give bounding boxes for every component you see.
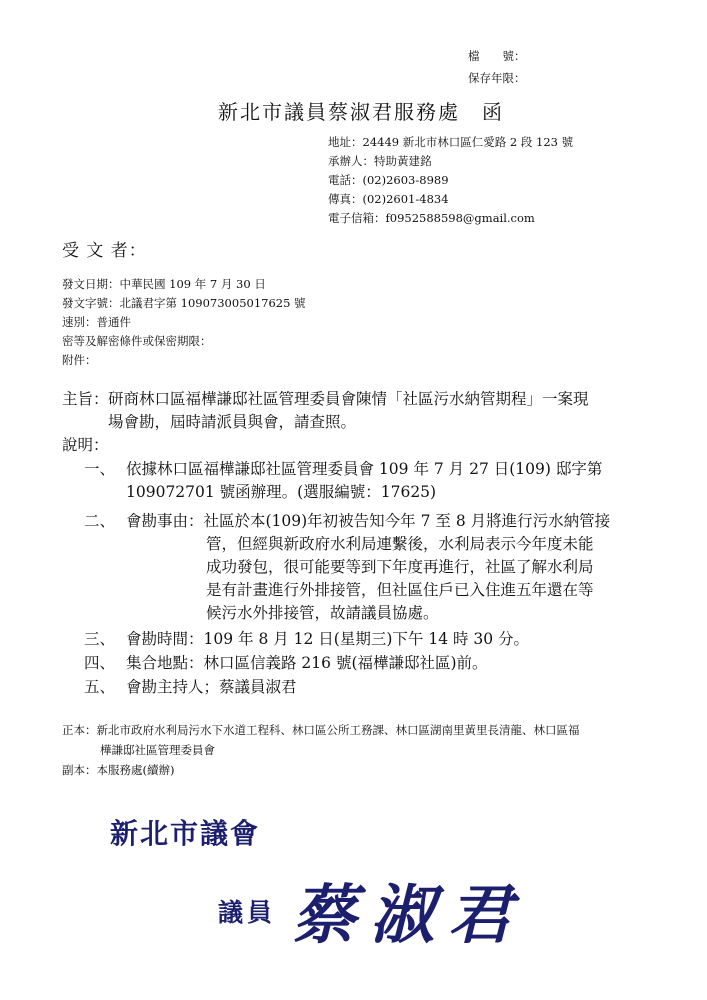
item-2-line-4: 是有計畫進行外排接管，但社區住戶已入住進五年還在等 bbox=[206, 581, 594, 599]
speed-class: 速別：普通件 bbox=[62, 315, 131, 329]
subject-line-2: 場會勘，屆時請派員與會，請查照。 bbox=[108, 413, 357, 431]
item-1-line-1: 依據林口區福樺謙邸社區管理委員會 109 年 7 月 27 日(109) 邸字第 bbox=[126, 460, 603, 478]
primary-recipients-line-1: 正本：新北市政府水利局污水下水道工程科、林口區公所工務課、林口區湖南里黃里長清龍、林口區福 bbox=[62, 723, 580, 737]
member-title-seal: 議員 bbox=[218, 898, 277, 927]
recipient-label: 受 文 者： bbox=[62, 241, 147, 261]
item-2-line-3: 成功發包，很可能要等到下年度再進行，社區了解水利局 bbox=[206, 558, 594, 576]
copy-recipients: 副本：本服務處(續辦) bbox=[62, 763, 175, 777]
file-number-label: 檔 號： bbox=[468, 49, 526, 63]
contact-fax: 傳真：(02)2601-4834 bbox=[328, 192, 449, 206]
item-2-line-1: 會勘事由：社區於本(109)年初被告知今年 7 至 8 月將進行污水納管接 bbox=[126, 512, 611, 530]
council-seal-text: 新北市議會 bbox=[110, 817, 261, 850]
retention-label: 保存年限： bbox=[468, 71, 526, 85]
contact-email: 電子信箱：f0952588598@gmail.com bbox=[328, 211, 535, 225]
contact-handler: 承辦人：特助黃建銘 bbox=[328, 154, 432, 168]
item-number-2: 二、 bbox=[84, 512, 116, 530]
attachment-label: 附件： bbox=[62, 353, 97, 367]
secrecy-class: 密等及解密條件或保密期限： bbox=[62, 334, 212, 348]
subject-label: 主旨： bbox=[62, 390, 109, 408]
reference-number: 發文字號：北議君字第 109073005017625 號 bbox=[62, 296, 306, 310]
item-4-line-1: 集合地點：林口區信義路 216 號(福樺謙邸社區)前。 bbox=[126, 654, 488, 672]
item-number-5: 五、 bbox=[84, 678, 116, 696]
item-number-4: 四、 bbox=[84, 654, 116, 672]
item-2-line-2: 管，但經與新政府水利局連繫後，水利局表示今年度未能 bbox=[206, 535, 594, 553]
page-title: 新北市議員蔡淑君服務處 函 bbox=[218, 100, 504, 124]
primary-recipients-line-2: 樺謙邸社區管理委員會 bbox=[100, 743, 215, 757]
item-number-1: 一、 bbox=[84, 460, 116, 478]
item-3-line-1: 會勘時間：109 年 8 月 12 日(星期三)下午 14 時 30 分。 bbox=[126, 630, 530, 648]
contact-phone: 電話：(02)2603-8989 bbox=[328, 173, 449, 187]
item-number-3: 三、 bbox=[84, 630, 116, 648]
contact-address: 地址：24449 新北市林口區仁愛路 2 段 123 號 bbox=[328, 135, 574, 149]
member-name-seal: 蔡淑君 bbox=[292, 878, 526, 953]
item-2-line-5: 候污水外排接管，故請議員協處。 bbox=[206, 604, 439, 622]
item-5-line-1: 會勘主持人；蔡議員淑君 bbox=[126, 678, 297, 696]
subject-line-1: 研商林口區福樺謙邸社區管理委員會陳情「社區污水納管期程」一案現 bbox=[108, 390, 589, 408]
item-1-line-2: 109072701 號函辦理。(選服編號：17625) bbox=[126, 483, 437, 501]
explanation-label: 說明： bbox=[62, 436, 109, 454]
issue-date: 發文日期：中華民國 109 年 7 月 30 日 bbox=[62, 277, 266, 291]
